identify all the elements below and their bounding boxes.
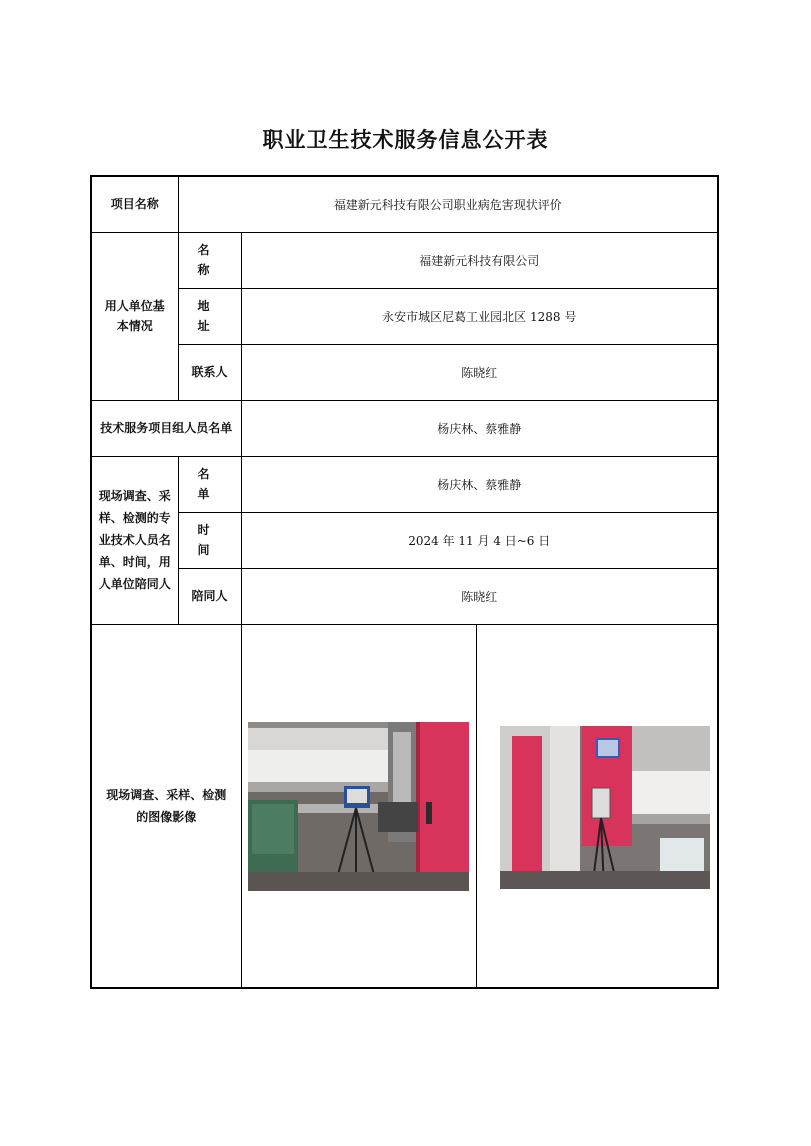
- employer-address-row: [91, 288, 718, 344]
- employer-name-row: [91, 232, 718, 288]
- employer-contact-row: [91, 344, 718, 400]
- employer-address-value: 永安市城区尼葛工业园北区 1288 号: [241, 288, 718, 344]
- employer-address-label: 地 址: [178, 288, 241, 344]
- employer-label-text: 用人单位基本情况: [104, 299, 165, 333]
- project-label: 项目名称: [91, 176, 178, 232]
- survey-names-row: [91, 456, 718, 512]
- team-value: 杨庆林、蔡雅静: [241, 400, 718, 456]
- employer-contact-label: 联系人: [178, 344, 241, 400]
- survey-names-value: 杨庆林、蔡雅静: [241, 456, 718, 512]
- photo-cell-2: [476, 624, 718, 988]
- survey-names-label: 名 单: [178, 456, 241, 512]
- page-title: 职业卫生技术服务信息公开表: [262, 128, 549, 152]
- survey-label-text: 现场调查、采样、检测的专业技术人员名单、时间，用人单位陪同人: [98, 489, 171, 591]
- survey-escort-row: [91, 568, 718, 624]
- employer-name-value: 福建新元科技有限公司: [241, 232, 718, 288]
- site-photo-1: [248, 722, 469, 891]
- survey-time-value: 2024 年 11 月 4 日~6 日: [241, 512, 718, 568]
- team-label-text: 技术服务项目组人员名单: [100, 421, 233, 435]
- survey-escort-label: 陪同人: [178, 568, 241, 624]
- photo-cell-1: [241, 624, 476, 988]
- survey-escort-value: 陈晓红: [241, 568, 718, 624]
- survey-time-row: [91, 512, 718, 568]
- project-row: [91, 176, 718, 232]
- site-photo-2: [500, 726, 710, 889]
- images-label: [91, 624, 241, 988]
- project-value: 福建新元科技有限公司职业病危害现状评价: [178, 176, 718, 232]
- employer-label: [91, 232, 178, 400]
- employer-contact-value: 陈晓红: [241, 344, 718, 400]
- team-row: [91, 400, 718, 456]
- survey-time-label: 时 间: [178, 512, 241, 568]
- employer-name-label: 名 称: [178, 232, 241, 288]
- info-table: [90, 175, 719, 989]
- images-label-text: 现场调查、采样、检测的图像影像: [106, 787, 227, 824]
- survey-label: [91, 456, 178, 624]
- team-label: [91, 400, 241, 456]
- images-row: [91, 624, 718, 988]
